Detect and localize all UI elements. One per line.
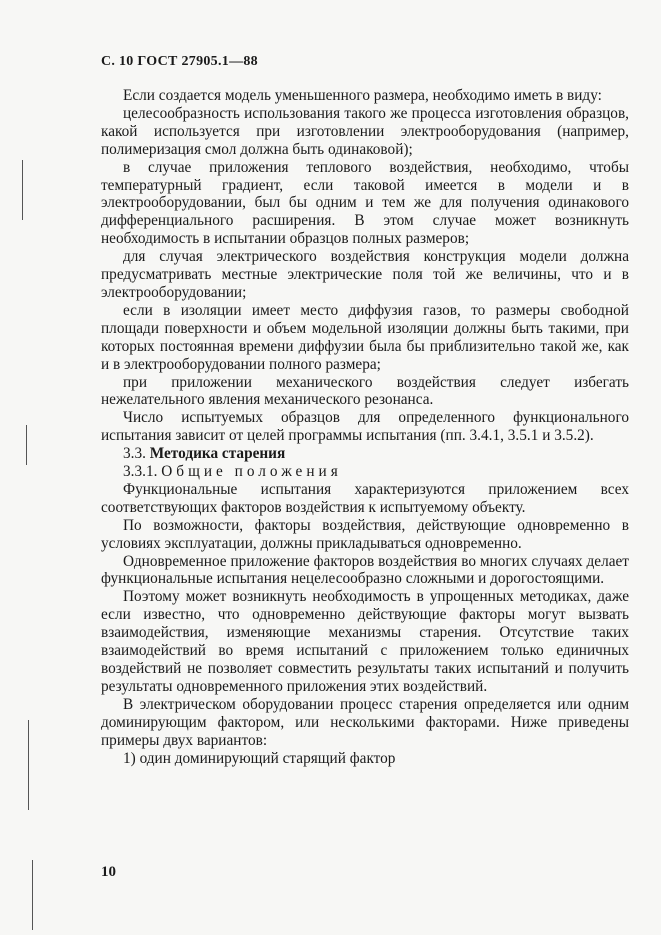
subsection-title: Общие положения — [161, 463, 342, 481]
paragraph: Число испытуемых образцов для определенного функционального испытания зависит от целей программы испытания (пп. 3.4.1, 3.5.1 и 3.5.2). — [101, 409, 629, 445]
paragraph: По возможности, факторы воздействия, действующие одновременно в условиях эксплуатации, должны прикладываться одновременно. — [101, 516, 629, 552]
page-number: 10 — [101, 864, 116, 880]
list-item: целесообразность использования такого же процесса изготовления образцов, какой используется при изготовлении электрооборудования (например, полимеризация смол должна быть одинаковой); — [101, 104, 629, 158]
margin-mark — [32, 860, 33, 930]
section-heading — [101, 445, 629, 463]
paragraph: Функциональные испытания характеризуются приложением всех соответствующих факторов воздействия к испытуемому объекту. — [101, 480, 629, 516]
paragraph: Если создается модель уменьшенного размера, необходимо иметь в виду: — [123, 87, 602, 104]
list-item: если в изоляции имеет место диффузия газов, то размеры свободной площади поверхности и объем модельной изоляции должны быть такими, при которых постоянная времени диффузии была бы приблизительно такой же, как и в электрооборудовании полного размера; — [101, 301, 629, 373]
list-item: в случае приложения теплового воздействия, необходимо, чтобы температурный градиент, если таковой имеется в модели и в электрооборудовании, был бы одним и тем же для получения одинакового дифференциального расширения. В этом случае может возникнуть необходимость в испытании образцов полных размеров; — [101, 158, 629, 248]
paragraph: Поэтому может возникнуть необходимость в упрощенных методиках, даже если известно, что одновременно действующие факторы могут вызвать взаимодействия, изменяющие механизмы старения. Отсутствие таких взаимодействий во время испытаний с приложением только единичных воздействий не позволяет совместить результаты таких испытаний и получить результаты одновременного приложения этих воздействий. — [101, 588, 629, 695]
list-item: для случая электрического воздействия конструкция модели должна предусматривать местные электрические поля той же величины, что и в электрооборудовании; — [101, 248, 629, 301]
margin-mark — [26, 425, 27, 465]
section-title: Методика старения — [149, 445, 286, 463]
paragraph: 1) один доминирующий старящий фактор — [123, 749, 396, 767]
document-body — [101, 87, 629, 767]
list-item: при приложении механического воздействия следует избегать нежелательного явления механического резонанса. — [101, 373, 629, 409]
section-number: 3.3. — [123, 445, 146, 463]
subsection-number: 3.3.1. — [123, 463, 158, 481]
margin-mark — [28, 720, 29, 810]
paragraph: Одновременное приложение факторов воздействия во многих случаях делает функциональные испытания нецелесообразно сложными и дорогостоящими. — [101, 552, 629, 588]
subsection-heading — [101, 463, 629, 481]
paragraph: В электрическом оборудовании процесс старения определяется или одним доминирующим фактором, или несколькими факторами. Ниже приведены примеры двух вариантов: — [101, 695, 629, 749]
margin-mark — [22, 160, 23, 220]
page-header: С. 10 ГОСТ 27905.1—88 — [101, 54, 258, 69]
